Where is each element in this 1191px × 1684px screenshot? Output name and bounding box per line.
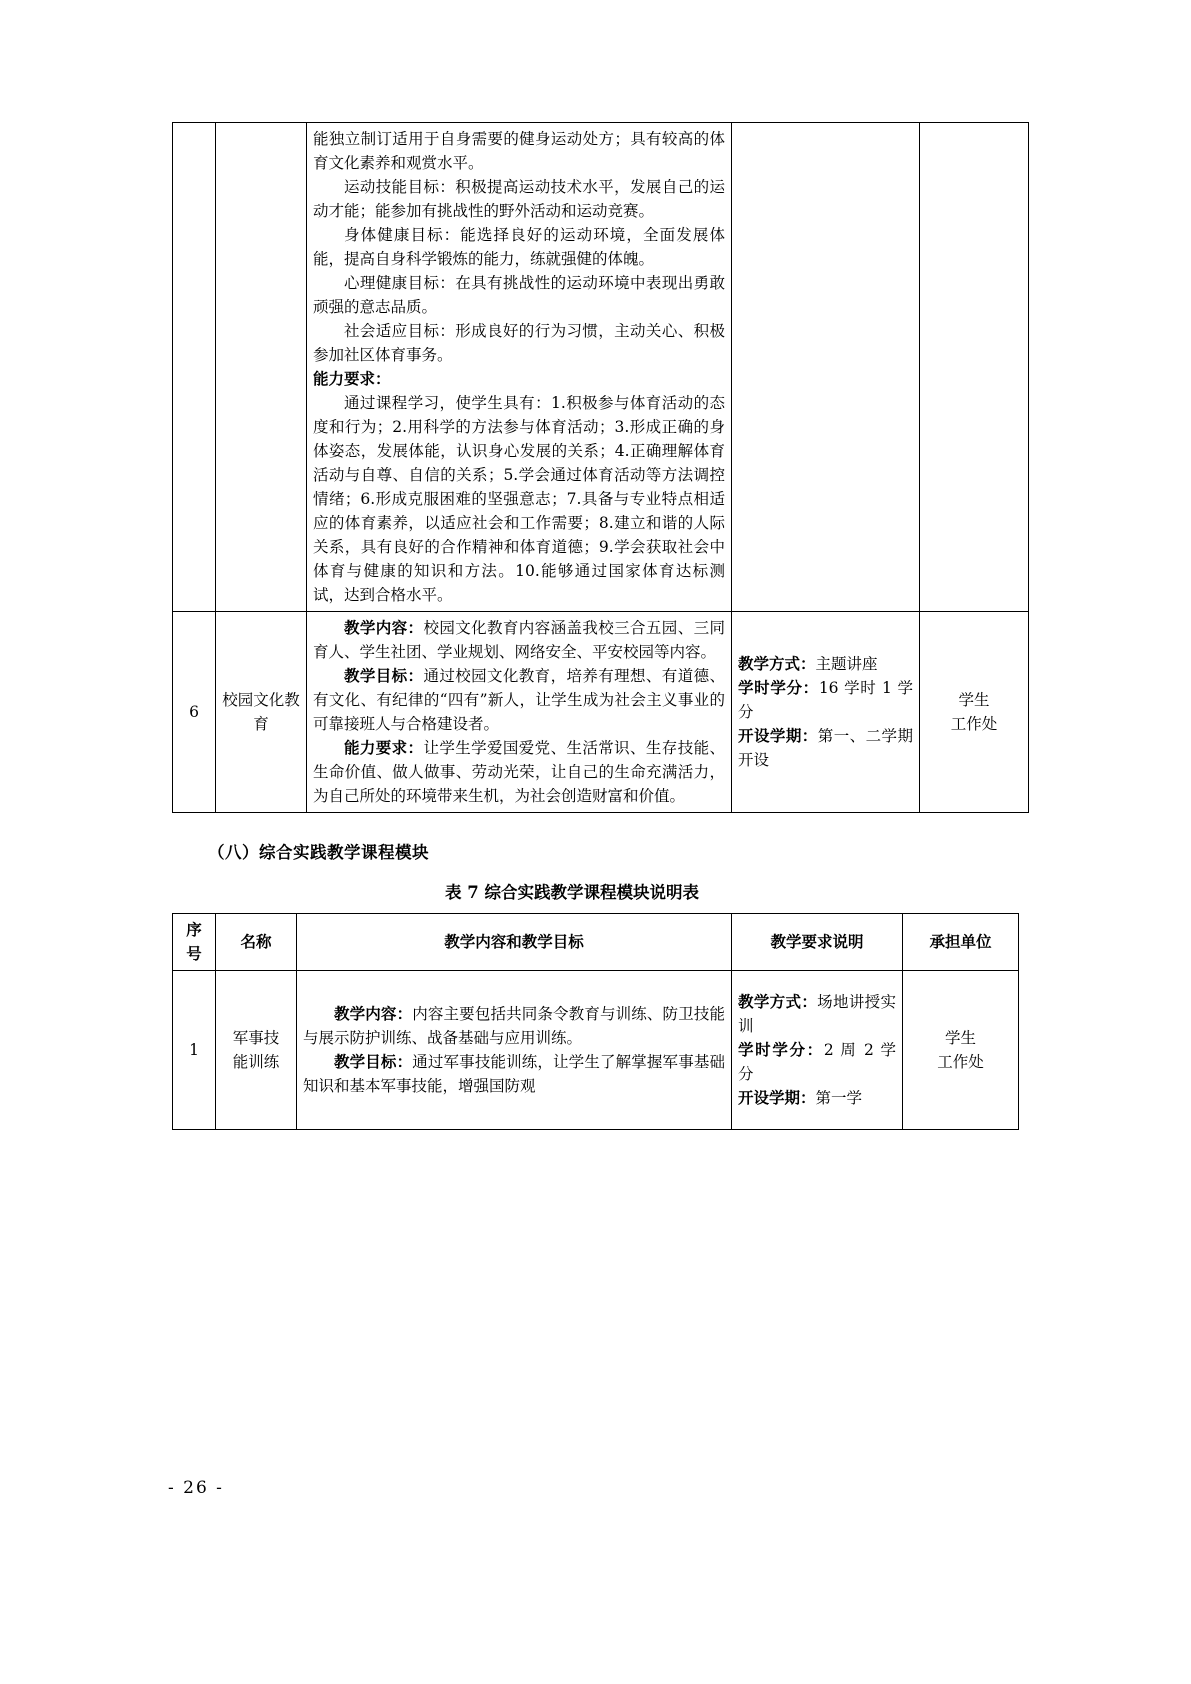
ability-label: 能力要求： — [344, 738, 424, 758]
row-name-cell — [216, 123, 307, 612]
unit-line-1: 学生 — [944, 1029, 976, 1048]
row-name-line-2: 能训练 — [232, 1053, 280, 1072]
row-unit-cell — [903, 971, 1019, 1130]
paragraph — [738, 724, 913, 772]
paragraph — [313, 664, 725, 736]
header-requirement: 教学要求说明 — [732, 914, 903, 971]
paragraph — [738, 1086, 896, 1110]
paragraph — [738, 990, 896, 1038]
goal-text: 通过校园文化教育，培养有理想、有道德、有文化、有纪律的“四有”新人，让学生成为社会主义事业的可靠接班人与合格建设者。 — [313, 667, 725, 734]
credit-text: 2 周 2 学分 — [738, 1041, 896, 1084]
paragraph — [303, 1002, 725, 1050]
paragraph — [738, 652, 913, 676]
table-row — [173, 971, 1019, 1130]
row-content-cell — [307, 612, 732, 813]
goal-label: 教学目标： — [344, 666, 424, 686]
goal-label: 教学目标： — [334, 1052, 413, 1072]
row-name-text: 校园文化教育 — [222, 691, 300, 734]
paragraph: 通过课程学习，使学生具有：1.积极参与体育活动的态度和行为；2.用科学的方法参与体育活动；3.形成正确的身体姿态，发展体能，认识身心发展的关系；4.正确理解体育活动与自尊、自信的关系；5.学会通过体育活动等方法调控情绪；6.形成克服困难的坚强意志；7.具备与专业特点相适应的体育素养，以适应社会和工作需要；8.建立和谐的人际关系，具有良好的合作精神和体育道德；9.学会获取社会中体育与健康的知识和方法。10.能够通过国家体育达标测试，达到合格水平。 — [313, 394, 725, 605]
row-number-cell: 1 — [173, 971, 216, 1130]
unit-line-1: 学生 — [958, 691, 990, 710]
paragraph: 身体健康目标：能选择良好的运动环境，全面发展体能，提高自身科学锻炼的能力，练就强健的体魄。 — [313, 226, 725, 269]
paragraph — [313, 736, 725, 808]
table-row — [173, 123, 1029, 612]
header-no-line-1: 序 — [186, 920, 202, 940]
table-header-row — [173, 914, 1019, 971]
method-label: 教学方式： — [738, 992, 818, 1012]
paragraph — [313, 616, 725, 664]
method-label: 教学方式： — [738, 654, 816, 674]
credit-text: 16 学时 1 学分 — [738, 679, 913, 722]
table-row — [173, 612, 1029, 813]
credit-label: 学时学分： — [738, 1040, 824, 1060]
row-unit-cell — [920, 123, 1029, 612]
header-name: 名称 — [216, 914, 297, 971]
paragraph: 运动技能目标：积极提高运动技术水平，发展自己的运动才能；能参加有挑战性的野外活动和运动竞赛。 — [313, 178, 725, 221]
unit-line-2: 工作处 — [937, 1053, 984, 1072]
row-requirement-cell — [732, 123, 920, 612]
credit-label: 学时学分： — [738, 678, 819, 698]
row-number-cell — [173, 123, 216, 612]
ability-label: 能力要求： — [313, 369, 391, 389]
term-label: 开设学期： — [738, 1088, 816, 1108]
content-label: 教学内容： — [334, 1004, 413, 1024]
term-text: 第一、二学期开设 — [738, 727, 913, 770]
row-name-line-1: 军事技 — [232, 1029, 280, 1048]
header-no — [173, 914, 216, 971]
paragraph — [738, 1038, 896, 1086]
row-requirement-cell — [732, 971, 903, 1130]
content-label: 教学内容： — [344, 618, 424, 638]
header-body: 教学内容和教学目标 — [297, 914, 732, 971]
unit-line-2: 工作处 — [950, 715, 998, 734]
paragraph — [738, 676, 913, 724]
table-7 — [172, 913, 1019, 1130]
paragraph: 社会适应目标：形成良好的行为习惯，主动关心、积极参加社区体育事务。 — [313, 322, 725, 365]
paragraph: 能独立制订适用于自身需要的健身运动处方；具有较高的体育文化素养和观赏水平。 — [313, 130, 725, 173]
header-no-line-2: 号 — [186, 944, 202, 964]
content-text: 校园文化教育内容涵盖我校三合五园、三同育人、学生社团、学业规划、网络安全、平安校园等内容。 — [313, 619, 725, 662]
row-content-cell — [307, 123, 732, 612]
row-unit-cell — [920, 612, 1029, 813]
table-caption: 表 7 综合实践教学课程模块说明表 — [445, 883, 699, 903]
term-label: 开设学期： — [738, 726, 818, 746]
content-text: 内容主要包括共同条令教育与训练、防卫技能与展示防护训练、战备基础与应用训练。 — [303, 1005, 725, 1048]
row-content-cell — [297, 971, 732, 1130]
table-6-continued — [172, 122, 1029, 813]
row-requirement-cell — [732, 612, 920, 813]
row-name-cell — [216, 612, 307, 813]
paragraph — [303, 1050, 725, 1098]
section-heading: （八）综合实践教学课程模块 — [208, 843, 429, 863]
method-text: 主题讲座 — [815, 655, 878, 674]
row-number-cell: 6 — [173, 612, 216, 813]
row-name-cell — [216, 971, 297, 1130]
goal-text: 通过军事技能训练，让学生了解掌握军事基础知识和基本军事技能，增强国防观 — [303, 1053, 725, 1096]
header-unit: 承担单位 — [903, 914, 1019, 971]
method-text: 场地讲授实训 — [738, 993, 896, 1036]
page-number: - 26 - — [168, 1478, 224, 1498]
page-content — [172, 122, 998, 1130]
paragraph: 心理健康目标：在具有挑战性的运动环境中表现出勇敢顽强的意志品质。 — [313, 274, 725, 317]
ability-text: 让学生学爱国爱党、生活常识、生存技能、生命价值、做人做事、劳动光荣，让自己的生命充满活力，为自己所处的环境带来生机，为社会创造财富和价值。 — [313, 739, 725, 806]
term-text: 第一学 — [815, 1089, 863, 1108]
